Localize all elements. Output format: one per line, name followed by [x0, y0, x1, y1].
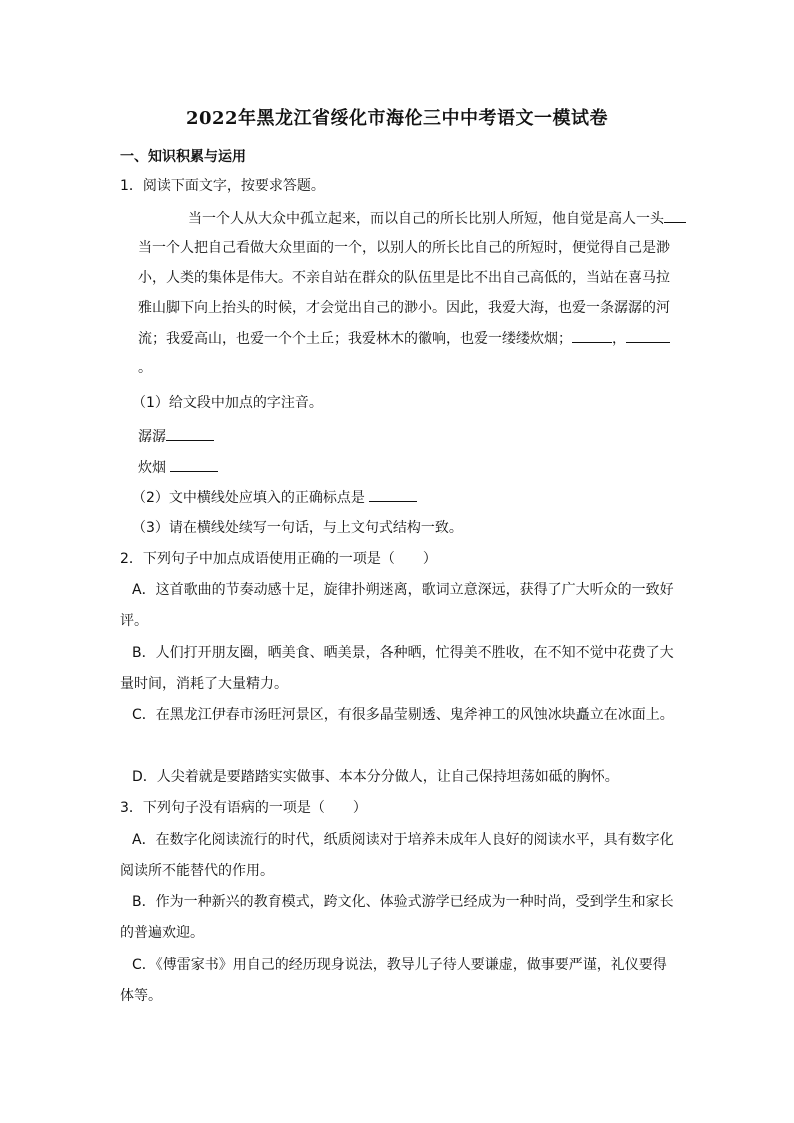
q1-word-2	[138, 457, 218, 478]
q2-option-a: A．这首歌曲的节奏动感十足，旋律扑朔迷离，歌词立意深远，获得了广大听众的一致好	[132, 582, 674, 598]
page-title: 2022年黑龙江省绥化市海伦三中中考语文一模试卷	[185, 108, 609, 129]
q3-option-c: C．《傅雷家书》用自己的经历现身说法，教导儿子待人要谦虚，做事要严谨，礼仪要得	[132, 957, 667, 973]
q3-option-b-cont: 的普遍欢迎。	[120, 925, 204, 941]
passage-text: 当一个人从大众中孤立起来，而以自己的所长比别人所短，他自觉是高人一头	[188, 211, 664, 227]
q2-option-b-cont: 量时间，消耗了大量精力。	[120, 676, 288, 692]
section-heading: 一、知识积累与运用	[120, 149, 246, 165]
q1-passage-line: 雅山脚下向上抬头的时候，才会觉出自己的渺小。因此，我爱大海，也爱一条潺潺的河	[138, 300, 670, 316]
answer-blank[interactable]	[170, 457, 218, 472]
answer-blank[interactable]	[369, 487, 417, 502]
q2-stem: 2．下列句子中加点成语使用正确的一项是（ ）	[120, 551, 437, 567]
q3-option-a: A．在数字化阅读流行的时代，纸质阅读对于培养未成年人良好的阅读水平，具有数字化	[132, 832, 674, 848]
q2-option-c: C．在黑龙江伊春市汤旺河景区，有很多晶莹剔透、鬼斧神工的风蚀冰块矗立在冰面上。	[132, 707, 674, 723]
answer-blank[interactable]	[572, 328, 612, 343]
answer-blank[interactable]	[166, 426, 214, 441]
sub-question-text: （2）文中横线处应填入的正确标点是	[132, 490, 370, 506]
q1-passage-line	[188, 208, 686, 229]
q3-option-c-cont: 体等。	[120, 988, 162, 1004]
q1-sub1: （1）给文段中加点的字注音。	[132, 395, 323, 411]
q1-stem: 1．阅读下面文字，按要求答题。	[120, 178, 325, 194]
answer-blank[interactable]	[626, 328, 670, 343]
q1-passage-end: 。	[138, 360, 152, 376]
q1-sub3: （3）请在横线处续写一句话，与上文句式结构一致。	[132, 520, 463, 536]
answer-blank[interactable]	[664, 208, 686, 223]
q3-stem: 3．下列句子没有语病的一项是（ ）	[120, 800, 367, 816]
passage-text: 流；我爱高山，也爱一个个土丘；我爱林木的徽响，也爱一缕缕炊烟；	[138, 331, 572, 347]
q2-option-a-cont: 评。	[120, 613, 148, 629]
comma: ，	[612, 331, 626, 347]
word-label: 潺潺	[138, 429, 166, 445]
word-label: 炊烟	[138, 460, 171, 476]
q1-passage-line	[138, 328, 670, 349]
q2-option-b: B．人们打开朋友圈，晒美食、晒美景，各种晒，忙得美不胜收，在不知不觉中花费了大	[132, 645, 674, 661]
q3-option-b: B．作为一种新兴的教育模式，跨文化、体验式游学已经成为一种时尚，受到学生和家长	[132, 894, 674, 910]
q1-passage-line: 小，人类的集体是伟大。不亲自站在群众的队伍里是比不出自己高低的，当站在喜马拉	[138, 270, 670, 286]
q1-sub2	[132, 487, 417, 508]
q1-passage-line: 当一个人把自己看做大众里面的一个，以别人的所长比自己的所短时，便觉得自己是渺	[138, 240, 670, 256]
q1-word-1	[138, 426, 214, 447]
q2-option-d: D．人尖着就是要踏踏实实做事、本本分分做人，让自己保持坦荡如砥的胸怀。	[132, 769, 619, 785]
q3-option-a-cont: 阅读所不能替代的作用。	[120, 863, 274, 879]
